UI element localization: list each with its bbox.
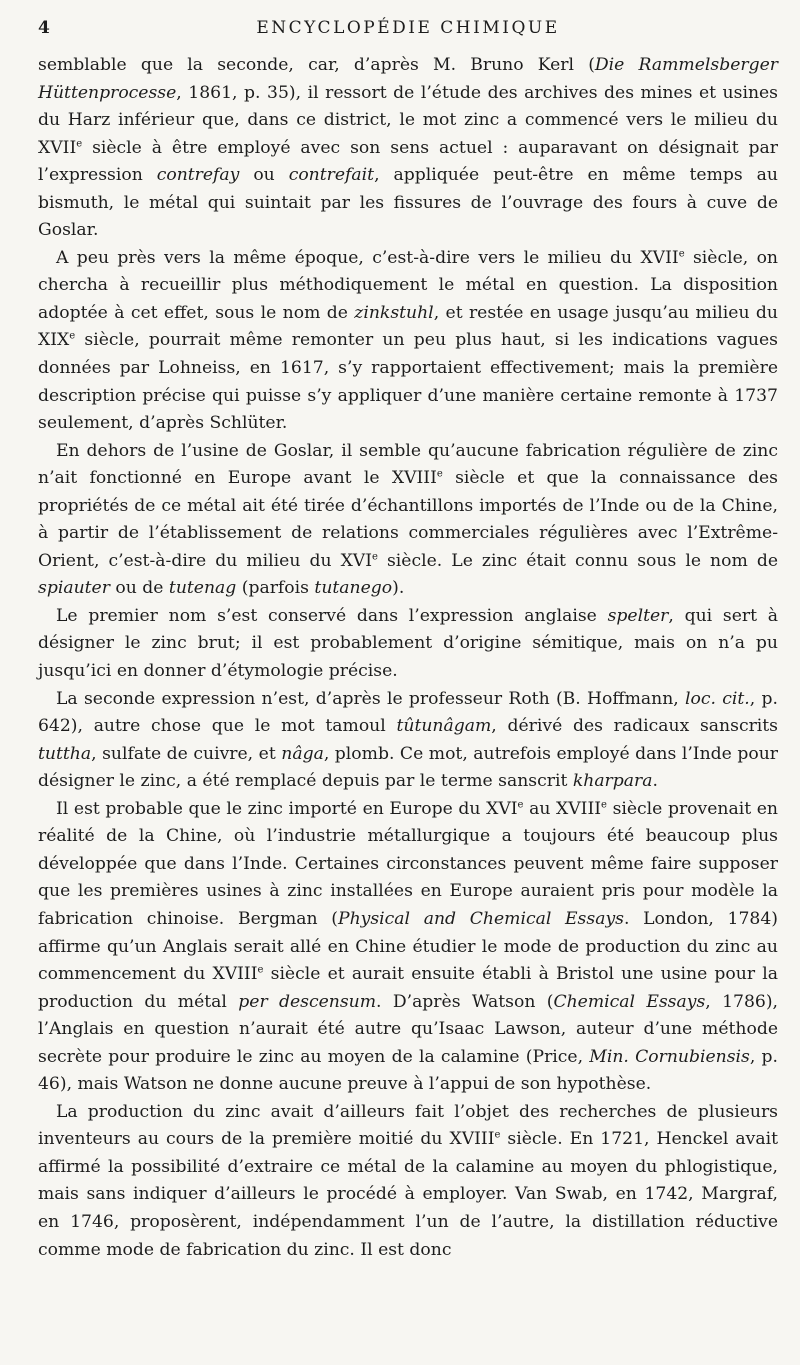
superscript: e bbox=[372, 551, 378, 563]
italic-term: loc. cit. bbox=[685, 688, 750, 709]
superscript: e bbox=[76, 137, 83, 149]
text-run: , plomb. Ce mot, autrefois employé dans l’Inde pour désigner le zinc, a été remplacé depuis par le terme sanscrit bbox=[38, 743, 778, 792]
italic-term: tutanego bbox=[314, 578, 393, 599]
text-run: siècle provenait en réalité de la Chine, où l’industrie métallurgique a toujours été beaucoup plus développée que dans l’Inde. Certaines circonstances peuvent même faire supposer que les premières usines à zinc installées en Europe auraient pris pour modèle la fabrication chinoise. Bergman ( bbox=[38, 798, 778, 929]
text-run: En dehors de l’usine de Goslar, il semble qu’aucune fabrication régulière de zinc n’ait fonctionné en Europe avant le XVIII bbox=[38, 440, 778, 489]
text-run: Il est probable que le zinc importé en Europe du XVI bbox=[56, 798, 518, 819]
text-run: , 1786), l’Anglais en question n’aurait été autre qu’Isaac Lawson, auteur d’une méthode secrète pour produire le zinc au moyen de la calamine (Price, bbox=[38, 991, 778, 1067]
paragraph bbox=[38, 52, 778, 245]
text-run: siècle. En 1721, Henckel avait affirmé la possibilité d’extraire ce métal de la calamine au moyen du phlogistique, mais sans indiquer d’ailleurs le procédé à employer. Van Swab, en 1742, Margraf, en 1746, proposèrent, indépendamment l’un de l’autre, la distillation réductive comme mode de fabrication du zinc. Il est donc bbox=[38, 1129, 778, 1260]
italic-term: Physical and Chemical Essays bbox=[338, 908, 624, 929]
text-run: , sulfate de cuivre, et bbox=[91, 743, 282, 764]
italic-term: spelter bbox=[607, 605, 669, 626]
italic-term: tuttha bbox=[38, 743, 92, 764]
superscript: e bbox=[257, 964, 264, 976]
text-run: , qui sert à désigner le zinc brut; il est probablement d’origine sémitique, mais on n’a pu jusqu’ici en donner d’étymologie précise. bbox=[38, 605, 778, 682]
text-run: siècle. Le zinc était connu sous le nom de bbox=[377, 550, 778, 571]
italic-term: contrefay bbox=[156, 165, 240, 186]
paragraph bbox=[38, 603, 778, 686]
paragraph bbox=[38, 686, 778, 796]
superscript: e bbox=[494, 1129, 501, 1141]
text-run: ). bbox=[392, 578, 405, 599]
paragraph bbox=[38, 796, 778, 1099]
superscript: e bbox=[678, 248, 685, 260]
text-run: La seconde expression n’est, d’après le professeur Roth (B. Hoffmann, bbox=[56, 688, 686, 709]
text-run: semblable que la seconde, car, d’après M. Bruno Kerl ( bbox=[38, 55, 595, 75]
italic-term: zinkstuhl bbox=[354, 302, 434, 323]
superscript: e bbox=[436, 468, 443, 480]
text-run: , p. 46), mais Watson ne donne aucune preuve à l’appui de son hypothèse. bbox=[38, 1046, 778, 1095]
text-run: , appliquée peut-être en même temps au bismuth, le métal qui suintait par les fissures de l’ouvrage des fours à cuve de Goslar. bbox=[38, 165, 778, 241]
text-run: . bbox=[652, 771, 658, 792]
italic-term: Chemical Essays bbox=[553, 991, 706, 1012]
text-run: (parfois bbox=[236, 578, 315, 599]
text-run: Le premier nom s’est conservé dans l’expression anglaise bbox=[56, 605, 608, 626]
italic-term: per descensum bbox=[238, 991, 377, 1012]
text-run: A peu près vers la même époque, c’est-à-dire vers le milieu du XVII bbox=[56, 247, 679, 268]
text-run: La production du zinc avait d’ailleurs fait l’objet des recherches de plusieurs inventeurs au cours de la première moitié du XVIII bbox=[38, 1101, 778, 1150]
page-number: 4 bbox=[38, 18, 50, 38]
text-run: ou de bbox=[109, 578, 169, 599]
text-run: siècle à être employé avec son sens actuel : auparavant on désignait par l’expression bbox=[38, 137, 778, 186]
italic-term: nâga bbox=[281, 743, 324, 764]
text-run: . D’après Watson ( bbox=[376, 991, 554, 1012]
italic-term: tutenag bbox=[168, 578, 237, 599]
text-run: au XVIII bbox=[523, 798, 602, 819]
text-run: . London, 1784) affirme qu’un Anglais serait allé en Chine étudier le mode de production du zinc au commencement du XVIII bbox=[38, 908, 778, 985]
paragraph bbox=[38, 1099, 778, 1264]
superscript: e bbox=[69, 330, 76, 342]
running-title: ENCYCLOPÉDIE CHIMIQUE bbox=[256, 18, 560, 38]
body-text bbox=[38, 52, 778, 1264]
text-run: , dérivé des radicaux sanscrits bbox=[491, 716, 779, 737]
paragraph bbox=[38, 438, 778, 603]
text-run: ou bbox=[239, 165, 289, 186]
italic-term: Min. Cornubiensis bbox=[589, 1046, 750, 1067]
text-run: siècle et que la connaissance des propriétés de ce métal ait été tirée d’échantillons importés de l’Inde ou de la Chine, à partir de l’établissement de relations commerciales régulières avec l’Extrême-Orient, c’est-à-dire du milieu du XVI bbox=[38, 468, 778, 571]
text-run: siècle, on chercha à recueillir plus méthodiquement le métal en question. La disposition adoptée à cet effet, sous le nom de bbox=[38, 247, 778, 323]
italic-term: contrefait bbox=[288, 165, 375, 186]
italic-term: tûtunâgam bbox=[396, 716, 492, 737]
text-run: , et restée en usage jusqu’au milieu du XIX bbox=[38, 302, 778, 351]
text-run: siècle et aurait ensuite établi à Bristol une usine pour la production du métal bbox=[38, 964, 778, 1012]
italic-term: Die Rammelsberger Hüttenprocesse bbox=[38, 55, 778, 103]
text-run: , p. 642), autre chose que le mot tamoul bbox=[38, 688, 778, 737]
superscript: e bbox=[601, 799, 607, 811]
italic-term: kharpara bbox=[572, 771, 653, 792]
page-header bbox=[38, 14, 778, 48]
italic-term: spiauter bbox=[38, 578, 110, 599]
paragraph bbox=[38, 245, 778, 438]
superscript: e bbox=[517, 799, 524, 811]
text-run: , 1861, p. 35), il ressort de l’étude des archives des mines et usines du Harz inférieur que, dans ce district, le mot zinc a commencé vers le milieu du XVII bbox=[38, 82, 778, 158]
text-run: siècle, pourrait même remonter un peu plus haut, si les indications vagues données par Lohneiss, en 1617, s’y rapportaient effectivement; mais la première description précise qui puisse s’y appliquer d’une manière certaine remonte à 1737 seulement, d’après Schlüter. bbox=[38, 330, 778, 434]
